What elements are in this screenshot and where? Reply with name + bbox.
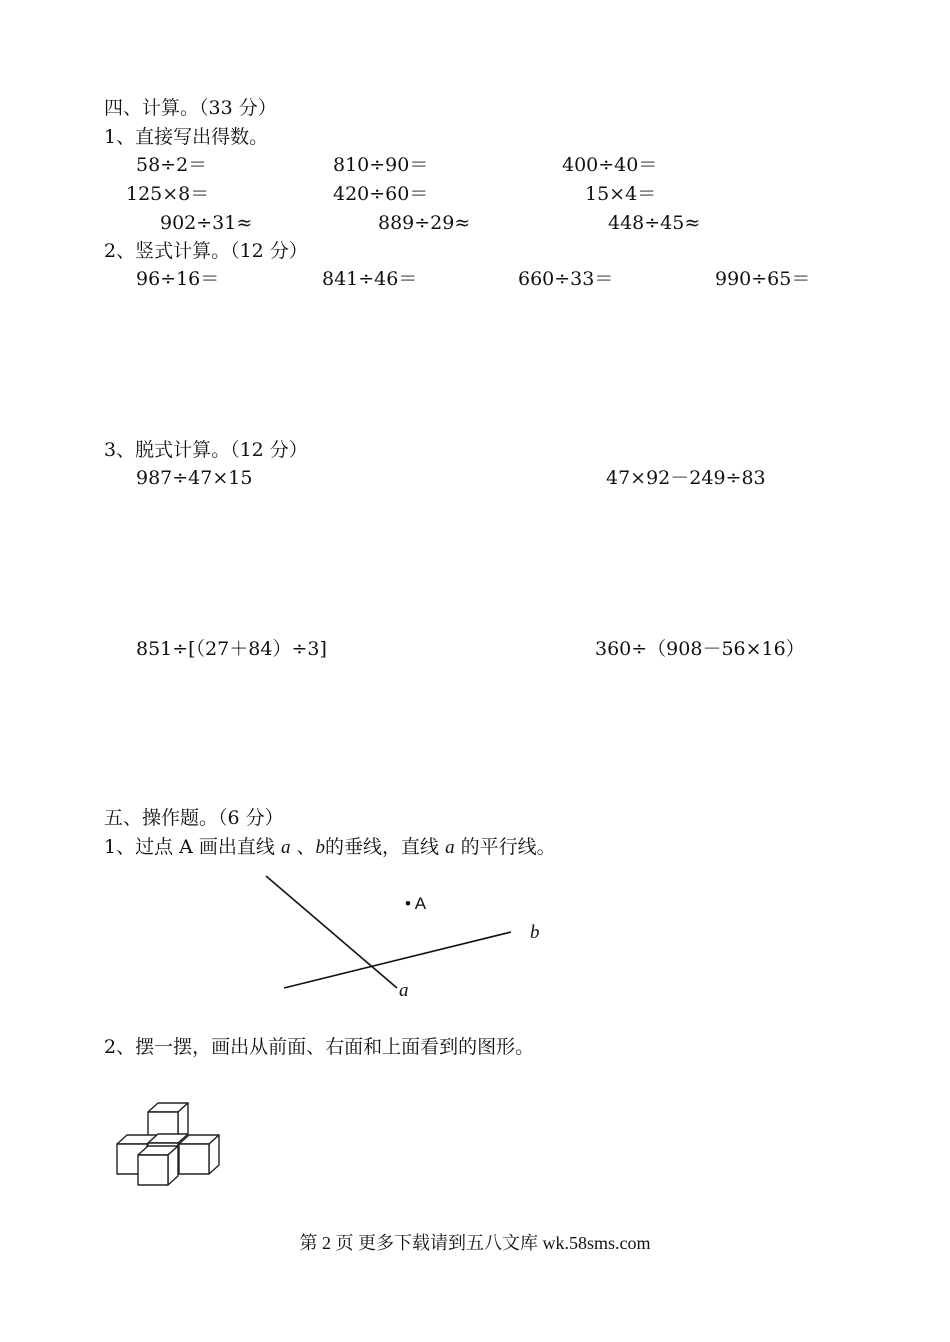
section4-title: 四、计算。（33 分） <box>104 97 277 119</box>
q1-item: 448÷45≈ <box>608 212 701 234</box>
q1-item: 125×8＝ <box>126 183 210 205</box>
q1-item: 889÷29≈ <box>378 212 471 234</box>
q1-title: 1、直接写出得数。 <box>104 126 269 148</box>
page-footer: 第 2 页 更多下载请到五八文库 wk.58sms.com <box>299 1233 651 1253</box>
op-q1-text: 的平行线。 <box>460 836 556 858</box>
op-q1-text: 、 <box>296 836 316 858</box>
q3-item: 360÷（908－56×16） <box>595 638 805 660</box>
q2-item: 990÷65＝ <box>715 268 811 290</box>
q1-item: 400÷40＝ <box>562 154 658 176</box>
line-a-label: a <box>399 980 409 1001</box>
q3-item: 47×92－249÷83 <box>606 467 766 489</box>
q3-title: 3、脱式计算。（12 分） <box>104 439 308 461</box>
q1-item: 58÷2＝ <box>136 154 208 176</box>
q2-title: 2、竖式计算。（12 分） <box>104 240 308 262</box>
q1-item: 810÷90＝ <box>333 154 429 176</box>
point-a-label: • A <box>405 894 427 913</box>
section5-title: 五、操作题。（6 分） <box>104 807 284 829</box>
op-q2-title: 2、摆一摆，画出从前面、右面和上面看到的图形。 <box>104 1036 535 1058</box>
cube-front <box>138 1146 178 1185</box>
q3-item: 987÷47×15 <box>136 467 253 489</box>
line-b-label: b <box>530 922 540 943</box>
line-b-ref: b <box>315 837 325 858</box>
line-a-ref: a <box>280 837 291 858</box>
q2-item: 841÷46＝ <box>322 268 418 290</box>
op-q1-text: 的垂线，直线 <box>325 836 440 858</box>
q3-item: 851÷[（27＋84）÷3] <box>136 638 327 660</box>
q2-item: 96÷16＝ <box>136 268 220 290</box>
cube-right <box>179 1135 219 1174</box>
q1-item: 902÷31≈ <box>160 212 253 234</box>
line-a-ref: a <box>445 837 455 858</box>
q1-item: 420÷60＝ <box>333 183 429 205</box>
op-q1-text: 1、过点 A 画出直线 <box>104 836 275 858</box>
q1-item: 15×4＝ <box>585 183 657 205</box>
q2-item: 660÷33＝ <box>518 268 614 290</box>
